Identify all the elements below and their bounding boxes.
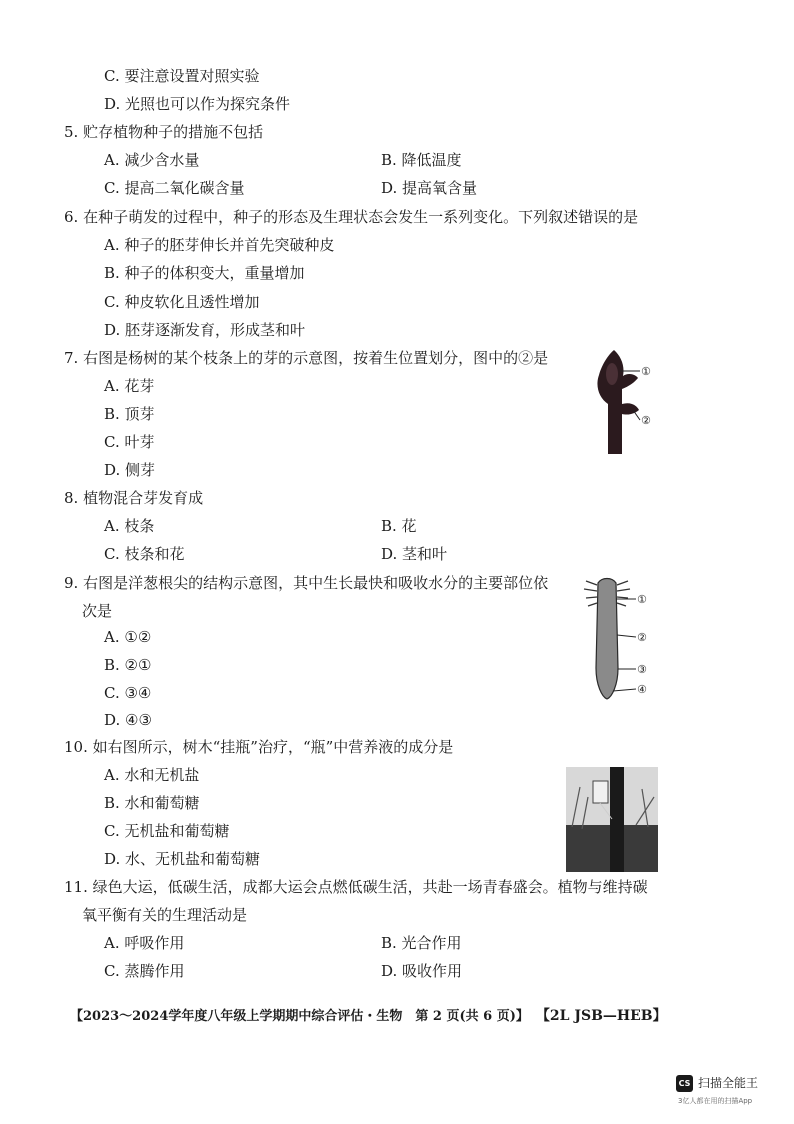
q6-option-c: C. 种皮软化且透性增加 (104, 293, 260, 311)
camscanner-tagline: 3亿人都在用的扫描App (678, 1097, 753, 1105)
q6-option-a: A. 种子的胚芽伸长并首先突破种皮 (104, 236, 335, 254)
q8-option-a: A. 枝条 (104, 517, 155, 535)
q11-option-c: C. 蒸腾作用 (104, 962, 185, 980)
q9-stem-line1: 9. 右图是洋葱根尖的结构示意图，其中生长最快和吸收水分的主要部位依 (64, 574, 549, 592)
q9-option-b: B. ②① (104, 656, 152, 674)
q11-option-a: A. 呼吸作用 (104, 934, 185, 952)
root-label-1: ① (637, 593, 647, 606)
q6-stem: 6. 在种子萌发的过程中，种子的形态及生理状态会发生一系列变化。下列叙述错误的是 (64, 208, 639, 226)
camscanner-logo-icon: CS (676, 1075, 693, 1092)
root-label-2: ② (637, 631, 647, 644)
poplar-bud-figure (578, 342, 658, 454)
q7-stem: 7. 右图是杨树的某个枝条上的芽的示意图，按着生位置划分，图中的②是 (64, 349, 549, 367)
q9-option-c: C. ③④ (104, 684, 152, 702)
q10-option-c: C. 无机盐和葡萄糖 (104, 822, 230, 840)
footer-text: 【2023～2024学年度八年级上学期期中综合评估・生物 第 2 页(共 6 页)】 (70, 1009, 529, 1024)
q10-option-a: A. 水和无机盐 (104, 766, 200, 784)
q5-stem: 5. 贮存植物种子的措施不包括 (64, 123, 264, 141)
q4-option-c: C. 要注意设置对照实验 (104, 67, 260, 85)
bud-label-2: ② (641, 414, 651, 427)
tree-drip-bag-photo (566, 767, 658, 872)
q9-option-d: D. ④③ (104, 711, 152, 729)
q11-option-b: B. 光合作用 (381, 934, 462, 952)
terminal-bud (606, 363, 618, 385)
q8-option-c: C. 枝条和花 (104, 545, 185, 563)
drip-bag (593, 781, 608, 803)
q11-stem-line1: 11. 绿色大运，低碳生活，成都大运会点燃低碳生活，共赴一场青春盛会。植物与维持碳 (64, 878, 648, 896)
q10-option-b: B. 水和葡萄糖 (104, 794, 200, 812)
root-label-3: ③ (637, 663, 647, 676)
q11-option-d: D. 吸收作用 (381, 962, 463, 980)
page-footer (70, 1005, 667, 1025)
q5-option-b: B. 降低温度 (381, 151, 462, 169)
q8-stem: 8. 植物混合芽发育成 (64, 489, 204, 507)
q5-option-c: C. 提高二氧化碳含量 (104, 179, 245, 197)
q11-stem-line2: 氧平衡有关的生理活动是 (82, 906, 248, 924)
scanner-watermark (676, 1075, 786, 1111)
q10-stem: 10. 如右图所示，树木“挂瓶”治疗，“瓶”中营养液的成分是 (64, 738, 454, 756)
root-tip-shape (596, 579, 618, 700)
bud-label-1: ① (641, 365, 651, 378)
q4-option-d: D. 光照也可以作为探究条件 (104, 95, 291, 113)
footer-code: 【2L JSB—HEB】 (542, 1008, 667, 1024)
q6-option-d: D. 胚芽逐渐发育，形成茎和叶 (104, 321, 306, 339)
q7-option-c: C. 叶芽 (104, 433, 155, 451)
q7-option-a: A. 花芽 (104, 377, 155, 395)
q5-option-a: A. 减少含水量 (104, 151, 200, 169)
poplar-branch-shape (597, 350, 639, 454)
q8-option-b: B. 花 (381, 517, 417, 535)
q7-option-d: D. 侧芽 (104, 461, 156, 479)
root-label-4: ④ (637, 683, 647, 696)
q6-option-b: B. 种子的体积变大，重量增加 (104, 264, 305, 282)
q9-option-a: A. ①② (104, 628, 152, 646)
q5-option-d: D. 提高氧含量 (381, 179, 478, 197)
q8-option-d: D. 茎和叶 (381, 545, 448, 563)
q10-option-d: D. 水、无机盐和葡萄糖 (104, 850, 261, 868)
tree-trunk (610, 767, 624, 872)
onion-root-tip-figure (580, 573, 660, 705)
q7-option-b: B. 顶芽 (104, 405, 155, 423)
camscanner-name: 扫描全能王 (698, 1076, 759, 1090)
q9-stem-line2: 次是 (82, 602, 113, 620)
